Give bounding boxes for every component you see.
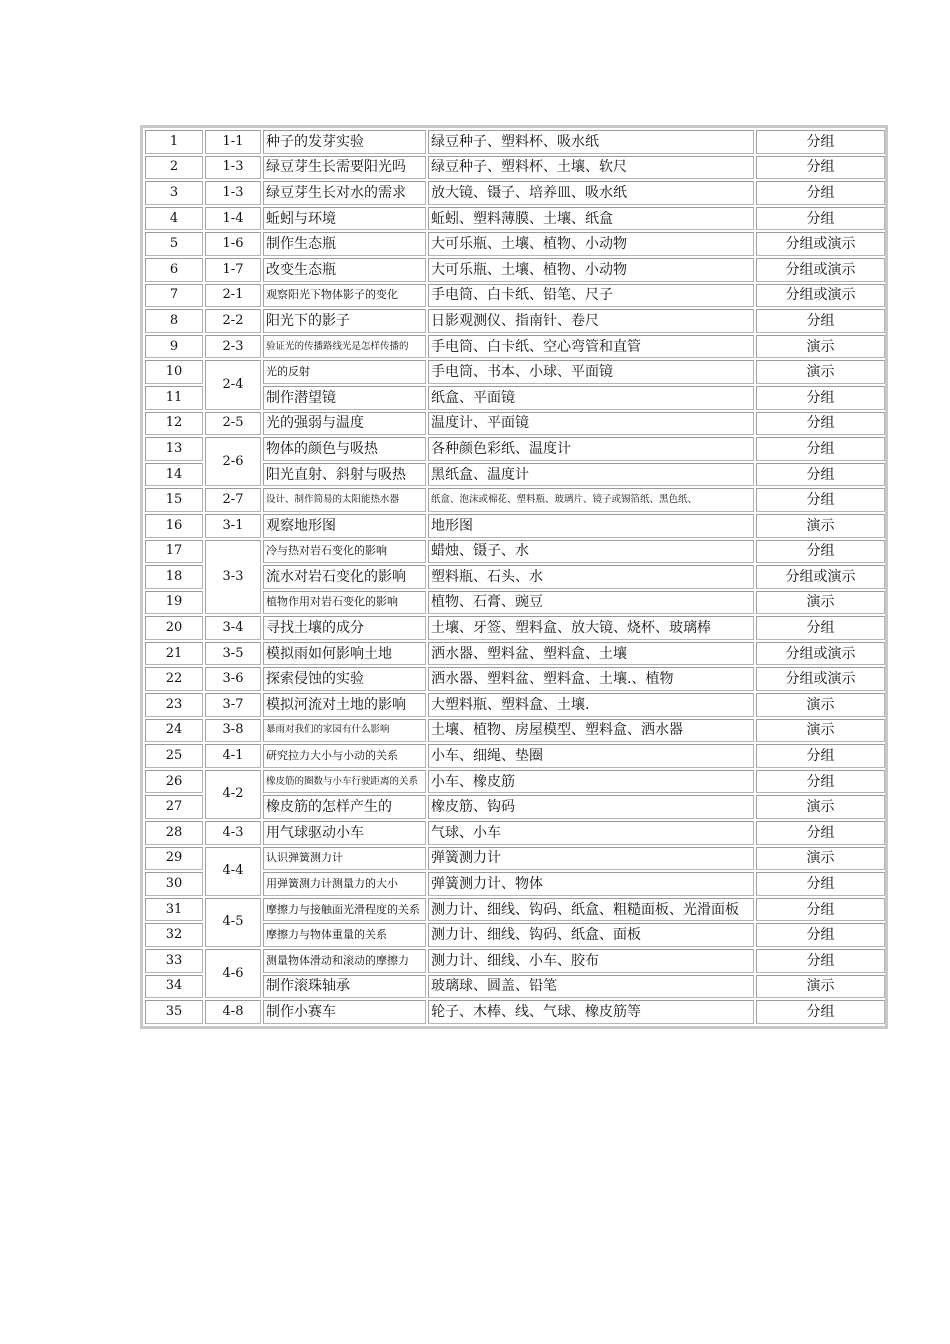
mode-cell: 分组	[756, 923, 885, 947]
materials-cell: 手电筒、书本、小球、平面镜	[428, 360, 754, 384]
table-row	[145, 437, 885, 461]
lesson-code-cell: 4-2	[205, 770, 261, 819]
lesson-code-cell: 3-5	[205, 642, 261, 666]
table-row	[145, 130, 885, 154]
experiment-name-cell: 制作滚珠轴承	[263, 975, 426, 999]
row-number-cell: 8	[145, 309, 203, 333]
mode-cell: 演示	[756, 360, 885, 384]
row-number-cell: 22	[145, 667, 203, 691]
row-number-cell: 27	[145, 795, 203, 819]
materials-cell: 测力计、细线、钩码、纸盒、面板	[428, 923, 754, 947]
materials-cell: 蜡烛、镊子、水	[428, 540, 754, 564]
experiment-name-cell: 制作小赛车	[263, 1000, 426, 1024]
mode-cell: 分组	[756, 821, 885, 845]
mode-cell: 分组或演示	[756, 284, 885, 308]
experiment-name-cell: 光的反射	[263, 360, 426, 384]
lesson-code-cell: 4-4	[205, 847, 261, 896]
lesson-code-cell: 1-7	[205, 258, 261, 282]
materials-cell: 纸盒、泡沫或棉花、塑料瓶、玻璃片、镜子或锡箔纸、黑色纸、	[428, 488, 754, 512]
lesson-code-cell: 1-3	[205, 156, 261, 180]
table-row	[145, 514, 885, 538]
materials-cell: 黑纸盒、温度计	[428, 463, 754, 487]
experiment-name-cell: 物体的颜色与吸热	[263, 437, 426, 461]
mode-cell: 分组	[756, 898, 885, 922]
table-row	[145, 719, 885, 743]
materials-cell: 小车、橡皮筋	[428, 770, 754, 794]
table-row	[145, 770, 885, 794]
experiment-name-cell: 研究拉力大小与小动的关系	[263, 744, 426, 768]
row-number-cell: 19	[145, 591, 203, 615]
materials-cell: 手电筒、白卡纸、铅笔、尺子	[428, 284, 754, 308]
experiment-name-cell: 绿豆芽生长需要阳光吗	[263, 156, 426, 180]
mode-cell: 分组	[756, 463, 885, 487]
experiment-name-cell: 阳光直射、斜射与吸热	[263, 463, 426, 487]
experiment-name-cell: 摩擦力与物体重量的关系	[263, 923, 426, 947]
materials-cell: 手电筒、白卡纸、空心弯管和直管	[428, 335, 754, 359]
row-number-cell: 17	[145, 540, 203, 564]
experiment-name-cell: 模拟雨如何影响土地	[263, 642, 426, 666]
lesson-code-cell: 2-7	[205, 488, 261, 512]
mode-cell: 分组	[756, 386, 885, 410]
table-row	[145, 898, 885, 922]
table-row	[145, 847, 885, 871]
experiment-name-cell: 蚯蚓与环境	[263, 207, 426, 231]
row-number-cell: 26	[145, 770, 203, 794]
experiment-name-cell: 用弹簧测力计测量力的大小	[263, 872, 426, 896]
materials-cell: 土壤、牙签、塑料盒、放大镜、烧杯、玻璃棒	[428, 616, 754, 640]
materials-cell: 绿豆种子、塑料杯、吸水纸	[428, 130, 754, 154]
mode-cell: 分组	[756, 309, 885, 333]
lesson-code-cell: 1-4	[205, 207, 261, 231]
lesson-code-cell: 4-3	[205, 821, 261, 845]
table-row	[145, 642, 885, 666]
experiment-name-cell: 探索侵蚀的实验	[263, 667, 426, 691]
table-row	[145, 232, 885, 256]
table-row	[145, 949, 885, 973]
table-row	[145, 667, 885, 691]
materials-cell: 气球、小车	[428, 821, 754, 845]
lesson-code-cell: 2-4	[205, 360, 261, 409]
materials-cell: 土壤、植物、房屋模型、塑料盒、洒水器	[428, 719, 754, 743]
materials-cell: 橡皮筋、钩码	[428, 795, 754, 819]
mode-cell: 分组	[756, 949, 885, 973]
row-number-cell: 3	[145, 181, 203, 205]
row-number-cell: 2	[145, 156, 203, 180]
experiment-name-cell: 植物作用对岩石变化的影响	[263, 591, 426, 615]
row-number-cell: 30	[145, 872, 203, 896]
materials-cell: 大塑料瓶、塑料盒、土壤.	[428, 693, 754, 717]
row-number-cell: 4	[145, 207, 203, 231]
materials-cell: 地形图	[428, 514, 754, 538]
experiment-table-body	[145, 130, 885, 1024]
lesson-code-cell: 4-5	[205, 898, 261, 947]
experiment-name-cell: 改变生态瓶	[263, 258, 426, 282]
mode-cell: 分组	[756, 540, 885, 564]
materials-cell: 测力计、细线、小车、胶布	[428, 949, 754, 973]
mode-cell: 分组	[756, 744, 885, 768]
row-number-cell: 31	[145, 898, 203, 922]
mode-cell: 演示	[756, 975, 885, 999]
lesson-code-cell: 3-6	[205, 667, 261, 691]
materials-cell: 洒水器、塑料盆、塑料盒、土壤.、植物	[428, 667, 754, 691]
lesson-code-cell: 3-7	[205, 693, 261, 717]
row-number-cell: 10	[145, 360, 203, 384]
experiment-name-cell: 流水对岩石变化的影响	[263, 565, 426, 589]
mode-cell: 演示	[756, 514, 885, 538]
lesson-code-cell: 2-2	[205, 309, 261, 333]
mode-cell: 分组	[756, 488, 885, 512]
row-number-cell: 11	[145, 386, 203, 410]
materials-cell: 小车、细绳、垫圈	[428, 744, 754, 768]
table-row	[145, 744, 885, 768]
materials-cell: 植物、石膏、豌豆	[428, 591, 754, 615]
materials-cell: 日影观测仪、指南针、卷尺	[428, 309, 754, 333]
table-row	[145, 258, 885, 282]
experiment-name-cell: 寻找土壤的成分	[263, 616, 426, 640]
mode-cell: 分组	[756, 872, 885, 896]
table-row	[145, 1000, 885, 1024]
experiment-name-cell: 认识弹簧测力计	[263, 847, 426, 871]
materials-cell: 轮子、木棒、线、气球、橡皮筋等	[428, 1000, 754, 1024]
row-number-cell: 15	[145, 488, 203, 512]
mode-cell: 分组	[756, 437, 885, 461]
experiment-name-cell: 种子的发芽实验	[263, 130, 426, 154]
materials-cell: 大可乐瓶、土壤、植物、小动物	[428, 258, 754, 282]
row-number-cell: 13	[145, 437, 203, 461]
row-number-cell: 32	[145, 923, 203, 947]
lesson-code-cell: 3-1	[205, 514, 261, 538]
mode-cell: 分组或演示	[756, 232, 885, 256]
materials-cell: 各种颜色彩纸、温度计	[428, 437, 754, 461]
mode-cell: 分组	[756, 412, 885, 436]
lesson-code-cell: 2-3	[205, 335, 261, 359]
materials-cell: 测力计、细线、钩码、纸盒、粗糙面板、光滑面板	[428, 898, 754, 922]
materials-cell: 大可乐瓶、土壤、植物、小动物	[428, 232, 754, 256]
table-row	[145, 309, 885, 333]
mode-cell: 分组或演示	[756, 258, 885, 282]
mode-cell: 演示	[756, 795, 885, 819]
row-number-cell: 6	[145, 258, 203, 282]
lesson-code-cell: 2-6	[205, 437, 261, 486]
table-row	[145, 360, 885, 384]
materials-cell: 洒水器、塑料盆、塑料盒、土壤	[428, 642, 754, 666]
experiment-name-cell: 制作生态瓶	[263, 232, 426, 256]
materials-cell: 塑料瓶、石头、水	[428, 565, 754, 589]
experiment-name-cell: 冷与热对岩石变化的影响	[263, 540, 426, 564]
materials-cell: 放大镜、镊子、培养皿、吸水纸	[428, 181, 754, 205]
row-number-cell: 25	[145, 744, 203, 768]
table-row	[145, 335, 885, 359]
materials-cell: 温度计、平面镜	[428, 412, 754, 436]
mode-cell: 分组	[756, 130, 885, 154]
lesson-code-cell: 1-6	[205, 232, 261, 256]
mode-cell: 演示	[756, 693, 885, 717]
lesson-code-cell: 3-8	[205, 719, 261, 743]
experiment-name-cell: 设计、制作简易的太阳能热水器	[263, 488, 426, 512]
row-number-cell: 23	[145, 693, 203, 717]
row-number-cell: 1	[145, 130, 203, 154]
row-number-cell: 21	[145, 642, 203, 666]
table-row	[145, 540, 885, 564]
materials-cell: 弹簧测力计、物体	[428, 872, 754, 896]
lesson-code-cell: 4-6	[205, 949, 261, 998]
mode-cell: 演示	[756, 719, 885, 743]
row-number-cell: 12	[145, 412, 203, 436]
table-row	[145, 284, 885, 308]
row-number-cell: 18	[145, 565, 203, 589]
experiment-name-cell: 橡皮筋的圈数与小车行驶距离的关系	[263, 770, 426, 794]
row-number-cell: 24	[145, 719, 203, 743]
row-number-cell: 5	[145, 232, 203, 256]
mode-cell: 分组	[756, 770, 885, 794]
row-number-cell: 14	[145, 463, 203, 487]
experiment-name-cell: 暴雨对我们的家园有什么影响	[263, 719, 426, 743]
lesson-code-cell: 1-1	[205, 130, 261, 154]
mode-cell: 分组	[756, 181, 885, 205]
row-number-cell: 28	[145, 821, 203, 845]
table-row	[145, 207, 885, 231]
row-number-cell: 16	[145, 514, 203, 538]
lesson-code-cell: 2-5	[205, 412, 261, 436]
lesson-code-cell: 4-1	[205, 744, 261, 768]
experiment-name-cell: 阳光下的影子	[263, 309, 426, 333]
table-row	[145, 616, 885, 640]
experiment-name-cell: 橡皮筋的怎样产生的	[263, 795, 426, 819]
experiment-name-cell: 测量物体滑动和滚动的摩擦力	[263, 949, 426, 973]
materials-cell: 蚯蚓、塑料薄膜、土壤、纸盒	[428, 207, 754, 231]
lesson-code-cell: 3-3	[205, 540, 261, 615]
experiment-name-cell: 用气球驱动小车	[263, 821, 426, 845]
experiment-name-cell: 模拟河流对土地的影响	[263, 693, 426, 717]
materials-cell: 绿豆种子、塑料杯、土壤、软尺	[428, 156, 754, 180]
mode-cell: 分组	[756, 616, 885, 640]
mode-cell: 分组	[756, 156, 885, 180]
experiment-name-cell: 摩擦力与接触面光滑程度的关系	[263, 898, 426, 922]
mode-cell: 分组	[756, 207, 885, 231]
table-row	[145, 488, 885, 512]
experiment-name-cell: 光的强弱与温度	[263, 412, 426, 436]
mode-cell: 演示	[756, 591, 885, 615]
experiment-name-cell: 观察阳光下物体影子的变化	[263, 284, 426, 308]
lesson-code-cell: 2-1	[205, 284, 261, 308]
table-row	[145, 156, 885, 180]
lesson-code-cell: 1-3	[205, 181, 261, 205]
experiment-name-cell: 观察地形图	[263, 514, 426, 538]
materials-cell: 玻璃球、圆盖、铅笔	[428, 975, 754, 999]
lesson-code-cell: 3-4	[205, 616, 261, 640]
table-row	[145, 412, 885, 436]
mode-cell: 分组或演示	[756, 642, 885, 666]
experiment-name-cell: 绿豆芽生长对水的需求	[263, 181, 426, 205]
mode-cell: 分组或演示	[756, 667, 885, 691]
mode-cell: 分组	[756, 1000, 885, 1024]
lesson-code-cell: 4-8	[205, 1000, 261, 1024]
row-number-cell: 20	[145, 616, 203, 640]
experiment-name-cell: 制作潜望镜	[263, 386, 426, 410]
materials-cell: 纸盒、平面镜	[428, 386, 754, 410]
mode-cell: 演示	[756, 335, 885, 359]
row-number-cell: 35	[145, 1000, 203, 1024]
mode-cell: 分组或演示	[756, 565, 885, 589]
table-row	[145, 821, 885, 845]
row-number-cell: 33	[145, 949, 203, 973]
table-row	[145, 181, 885, 205]
materials-cell: 弹簧测力计	[428, 847, 754, 871]
experiment-name-cell: 验证光的传播路线光是怎样传播的	[263, 335, 426, 359]
experiment-table-frame	[140, 125, 888, 1029]
table-row	[145, 693, 885, 717]
row-number-cell: 34	[145, 975, 203, 999]
mode-cell: 演示	[756, 847, 885, 871]
row-number-cell: 7	[145, 284, 203, 308]
row-number-cell: 9	[145, 335, 203, 359]
row-number-cell: 29	[145, 847, 203, 871]
experiment-table	[143, 128, 887, 1026]
